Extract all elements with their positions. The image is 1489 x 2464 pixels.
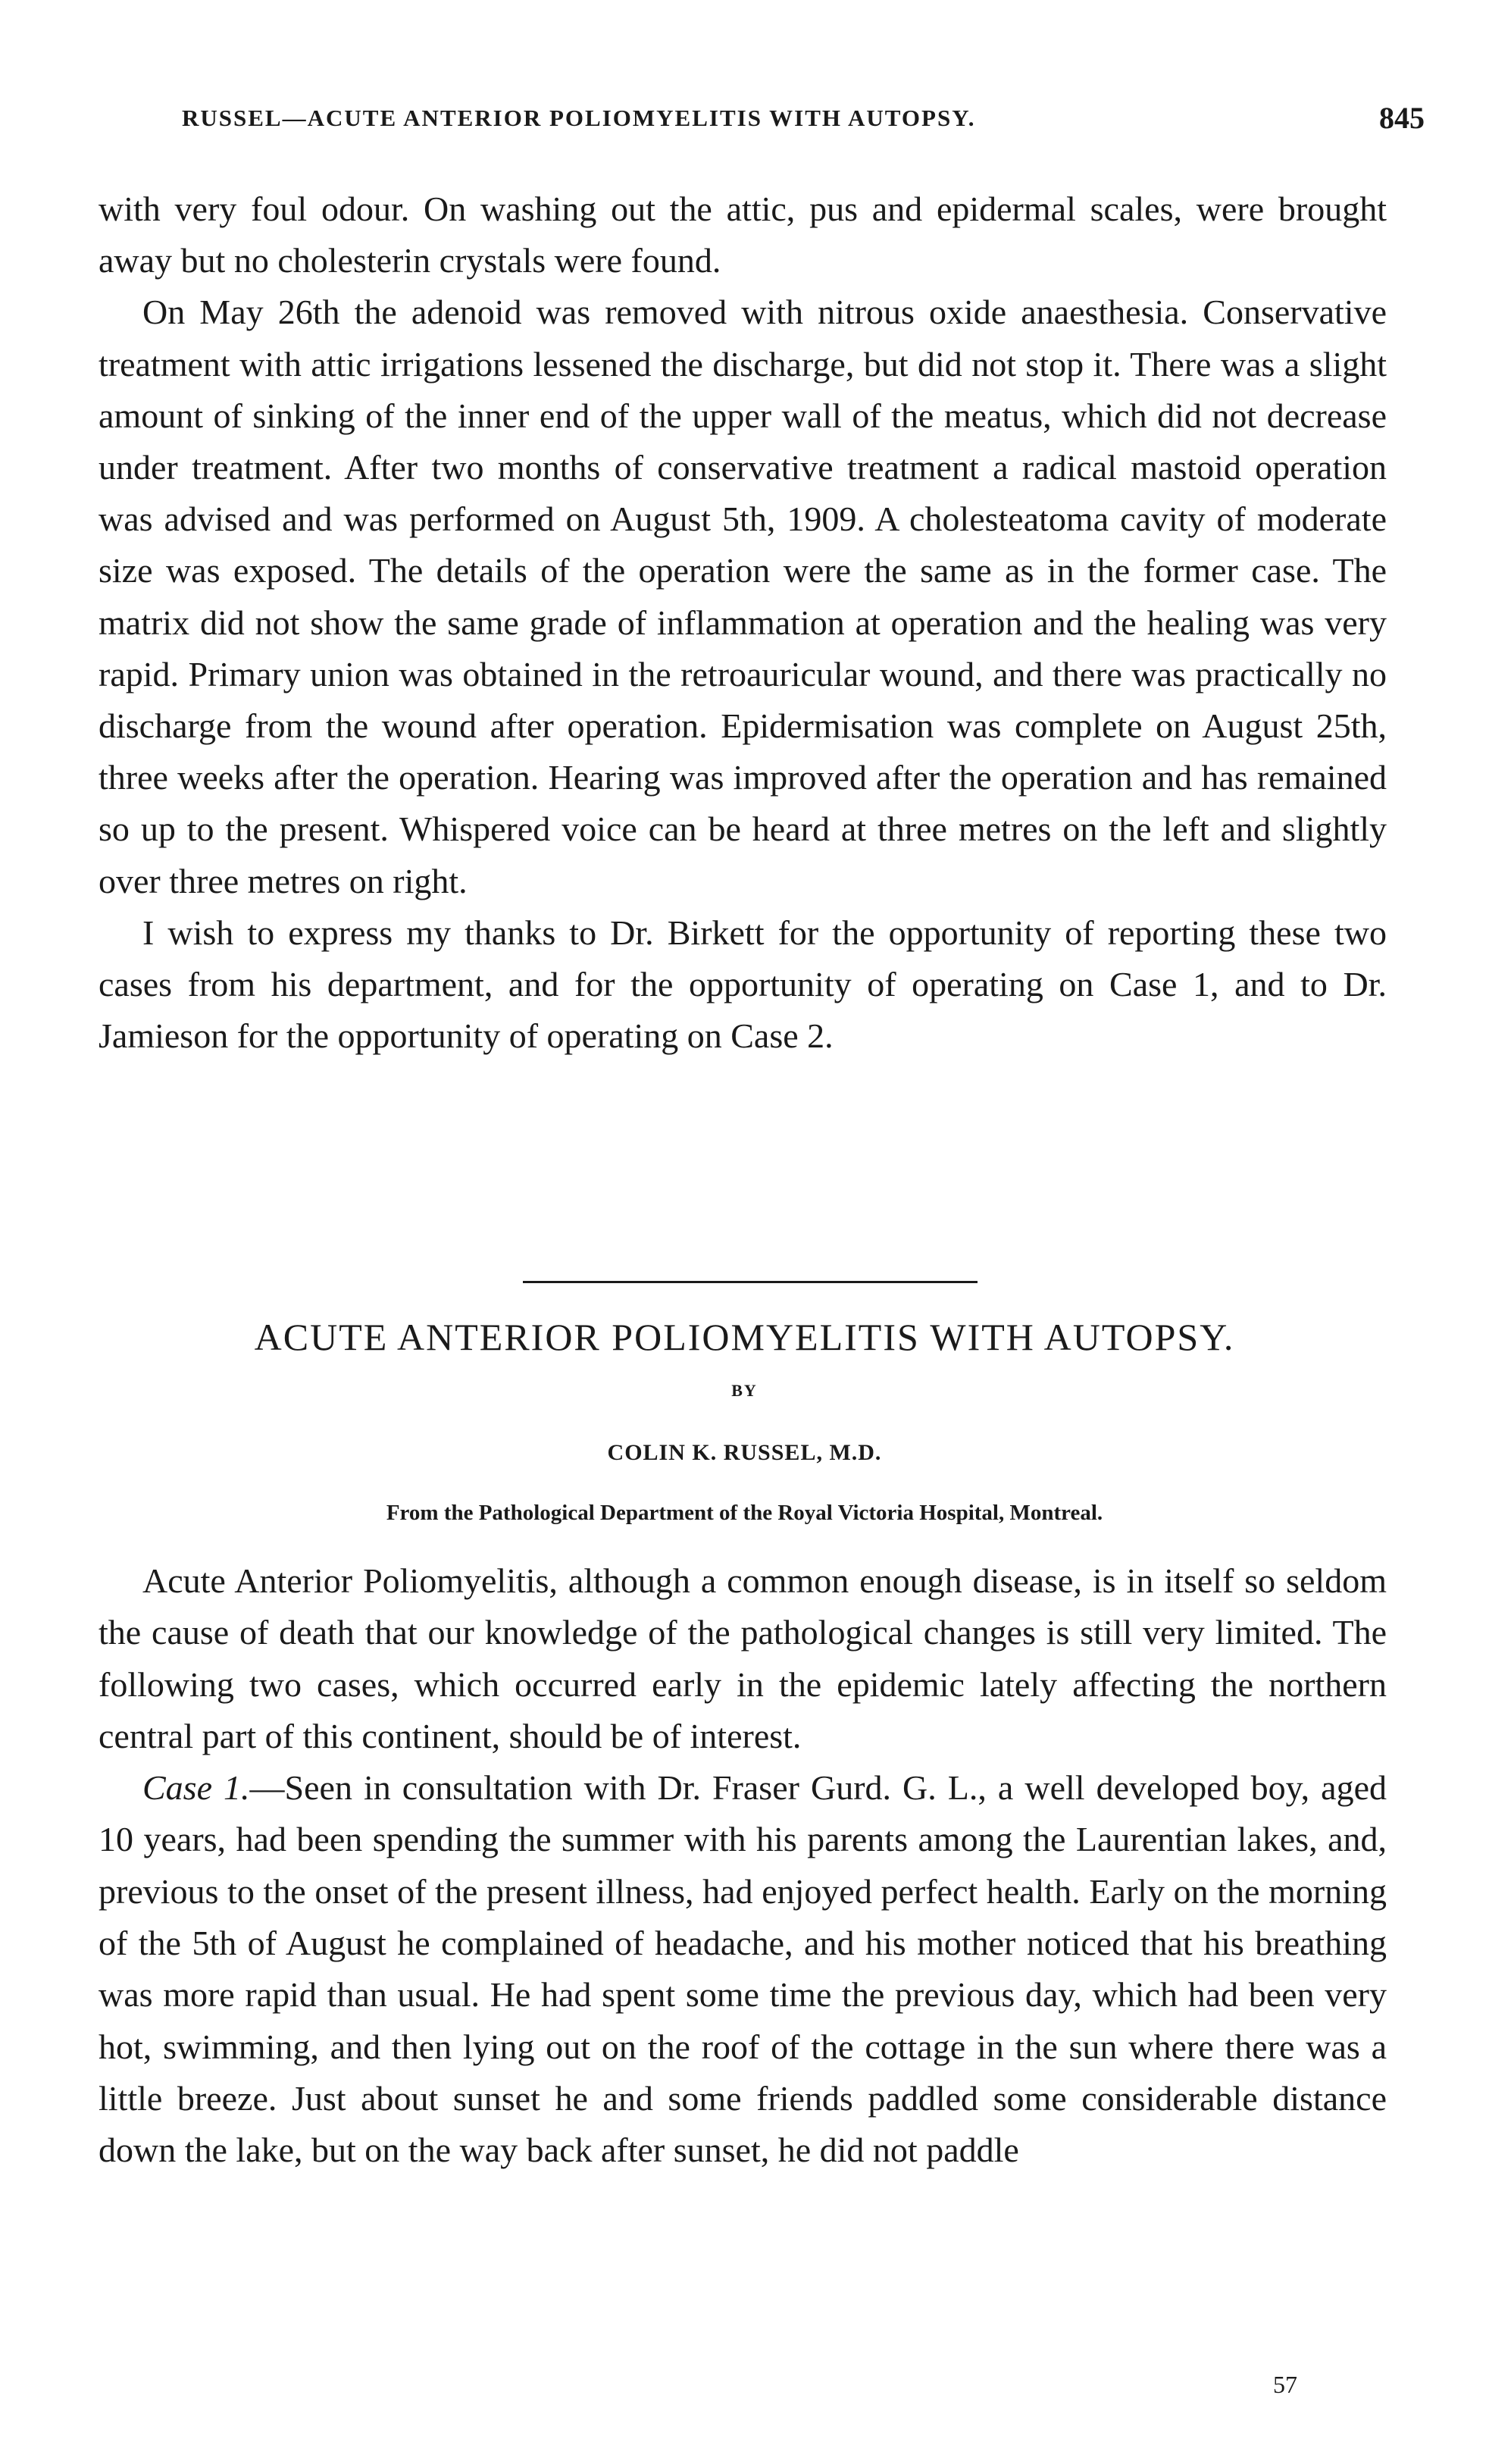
article-title: ACUTE ANTERIOR POLIOMYELITIS WITH AUTOPSY. — [254, 1316, 1235, 1358]
running-head — [182, 100, 1425, 146]
case-text: —Seen in consultation with Dr. Fraser Gurd. G. L., a well developed boy, aged 10 years, had been spending the summer with his parents among the Laurentian lakes, and, previous to the onset of the present illness, had enjoyed perfect health. Early on the morning of the 5th of August he complained of headache, and his mother noticed that his breathing was more rapid than usual. He had spent some time the previous day, which had been very hot, swimming, and then lying out on the roof of the cottage in the sun where there was a little breeze. Just about sunset he and some friends paddled some considerable distance down the lake, but on the way back after sunset, he did not paddle — [99, 1768, 1387, 2170]
byline-by: BY — [731, 1381, 758, 1400]
author-name: COLIN K. RUSSEL, M.D. — [607, 1440, 882, 1465]
paragraph-operation: On May 26th the adenoid was removed with nitrous oxide anaesthesia. Conservative treatment with attic irrigations lessened the discharge, but did not stop it. There was a slight amount of sinking of the inner end of the upper wall of the meatus, which did not decrease under treatment. After two months of conservative treatment a radical mastoid operation was advised and was performed on August 5th, 1909. A cholesteatoma cavity of moderate size was exposed. The details of the operation were the same as in the former case. The matrix did not show the same grade of inflammation at operation and the healing was very rapid. Primary union was obtained in the retroauricular wound, and there was practically no discharge from the wound after operation. Epidermisation was complete on August 25th, three weeks after the operation. Hearing was improved after the operation and has remained so up to the present. Whispered voice can be heard at three metres on the left and slightly over three metres on right. — [99, 293, 1387, 900]
article-body — [99, 1555, 1387, 2177]
paragraph-acknowledgements: I wish to express my thanks to Dr. Birkett for the opportunity of reporting these two cases from his department, and for the opportunity of operating on Case 1, and to Dr. Jamieson for the opportunity of operating on Case 2. — [99, 913, 1387, 1056]
paragraph-intro: Acute Anterior Poliomyelitis, although a common enough disease, is in itself so seldom the cause of death that our knowledge of the pathological changes is still very limited. The following two cases, which occurred early in the epidemic lately affecting the northern central part of this continent, should be of interest. — [99, 1561, 1387, 1755]
section-divider — [523, 1281, 978, 1283]
paragraph-continuation: with very foul odour. On washing out the attic, pus and epidermal scales, were brought away but no cholesterin crystals were found. — [99, 189, 1387, 280]
previous-article-text — [99, 183, 1387, 1062]
author-affiliation: From the Pathological Department of the Royal Victoria Hospital, Montreal. — [386, 1501, 1103, 1525]
case-label: Case 1. — [142, 1768, 250, 1808]
running-head-title: RUSSEL—ACUTE ANTERIOR POLIOMYELITIS WITH AUTOPSY. — [182, 105, 976, 131]
page-number: 845 — [1379, 101, 1425, 135]
signature-mark: 57 — [1273, 2371, 1297, 2398]
paragraph-case-1 — [99, 1762, 1387, 2176]
